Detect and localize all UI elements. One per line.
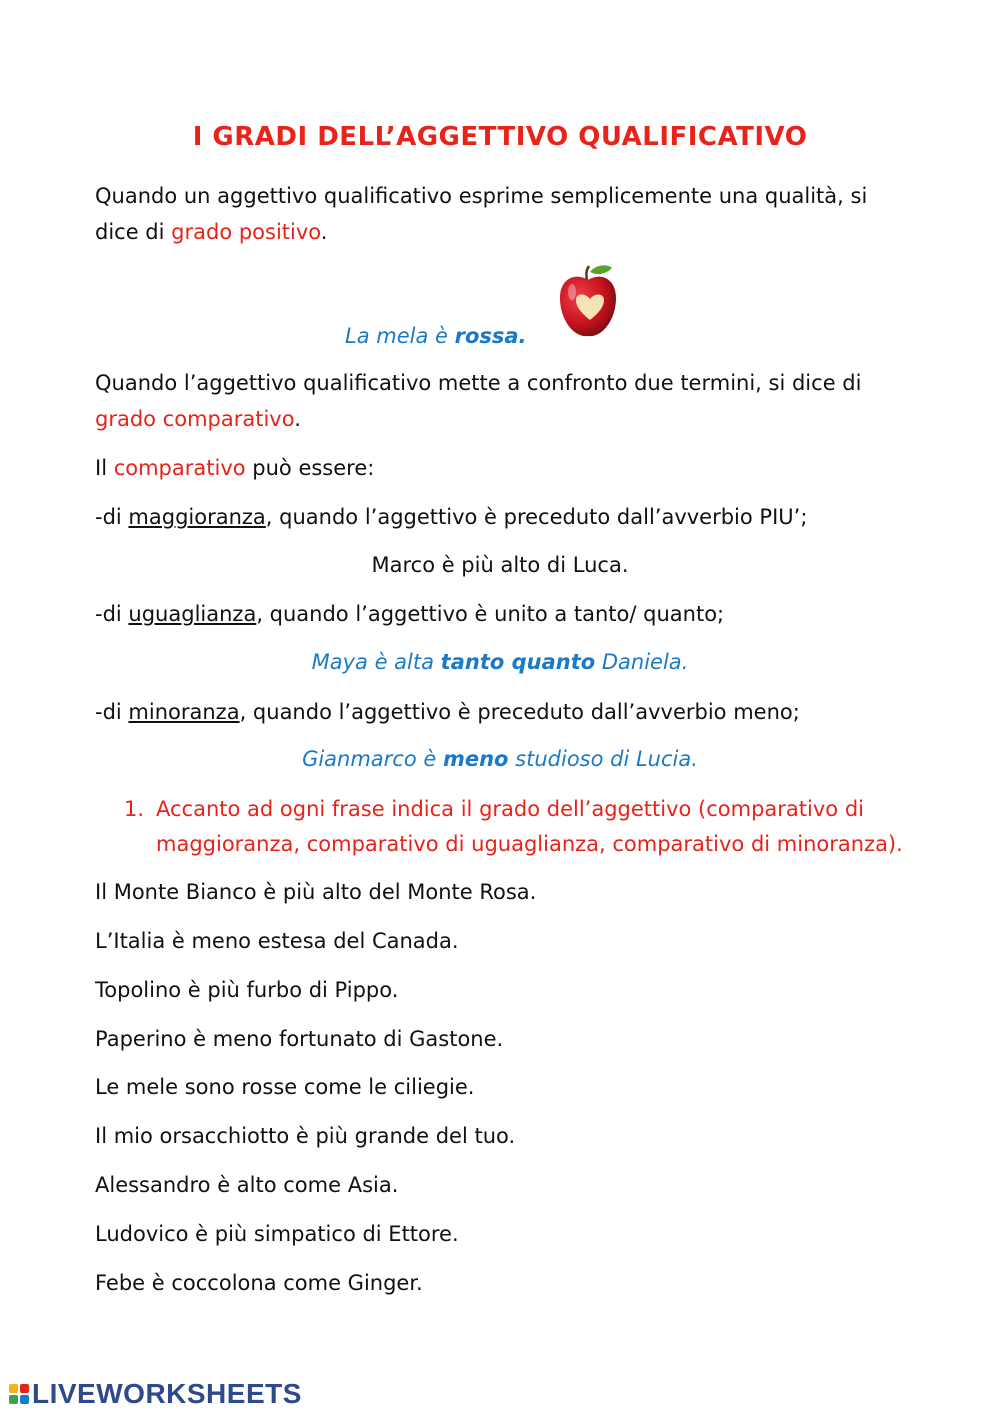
grado-positivo-term: grado positivo (171, 220, 321, 244)
liveworksheets-mark-icon (8, 1382, 30, 1406)
sentence-6: Il mio orsacchiotto è più grande del tuo. (95, 1124, 516, 1148)
sentence-8: Ludovico è più simpatico di Ettore. (95, 1222, 459, 1246)
sentence-7: Alessandro è alto come Asia. (95, 1173, 399, 1197)
equality-example: Maya è alta tanto quanto Daniela. (311, 650, 689, 674)
sentence-9: Febe è coccolona come Ginger. (95, 1271, 423, 1295)
comparative-types: Il comparativo può essere: (95, 456, 375, 480)
comparative-intro-line-1: Quando l’aggettivo qualificativo mette a confronto due termini, si dice di (95, 371, 862, 395)
equality-definition: -di uguaglianza, quando l’aggettivo è unito a tanto/ quanto; (95, 602, 725, 626)
sentence-1: Il Monte Bianco è più alto del Monte Rosa. (95, 880, 537, 904)
apple-heart-icon (556, 262, 620, 342)
brand-name: LIVEWORKSHEETS (32, 1378, 302, 1409)
liveworksheets-logo (8, 1378, 302, 1410)
minority-example: Gianmarco è meno studioso di Lucia. (302, 747, 698, 771)
page-title: I GRADI DELL’AGGETTIVO QUALIFICATIVO (192, 122, 808, 152)
majority-example: Marco è più alto di Luca. (371, 553, 629, 577)
intro-line-1: Quando un aggettivo qualificativo esprime semplicemente una qualità, si (95, 184, 868, 208)
sentence-3: Topolino è più furbo di Pippo. (95, 978, 399, 1002)
majority-definition: -di maggioranza, quando l’aggettivo è preceduto dall’avverbio PIU’; (95, 505, 808, 529)
sentence-5: Le mele sono rosse come le ciliegie. (95, 1075, 475, 1099)
comparative-intro-line-2: grado comparativo. (95, 407, 301, 431)
sentence-2: L’Italia è meno estesa del Canada. (95, 929, 459, 953)
exercise-instruction-line-2: maggioranza, comparativo di uguaglianza, comparativo di minoranza). (156, 832, 903, 856)
example-positive: La mela è rossa. (345, 324, 527, 348)
exercise-instruction-line-1: Accanto ad ogni frase indica il grado dell’aggettivo (comparativo di (156, 797, 864, 821)
minority-definition: -di minoranza, quando l’aggettivo è preceduto dall’avverbio meno; (95, 700, 800, 724)
exercise-number: 1. (124, 797, 145, 821)
sentence-4: Paperino è meno fortunato di Gastone. (95, 1027, 504, 1051)
intro-line-2: dice di grado positivo. (95, 220, 328, 244)
